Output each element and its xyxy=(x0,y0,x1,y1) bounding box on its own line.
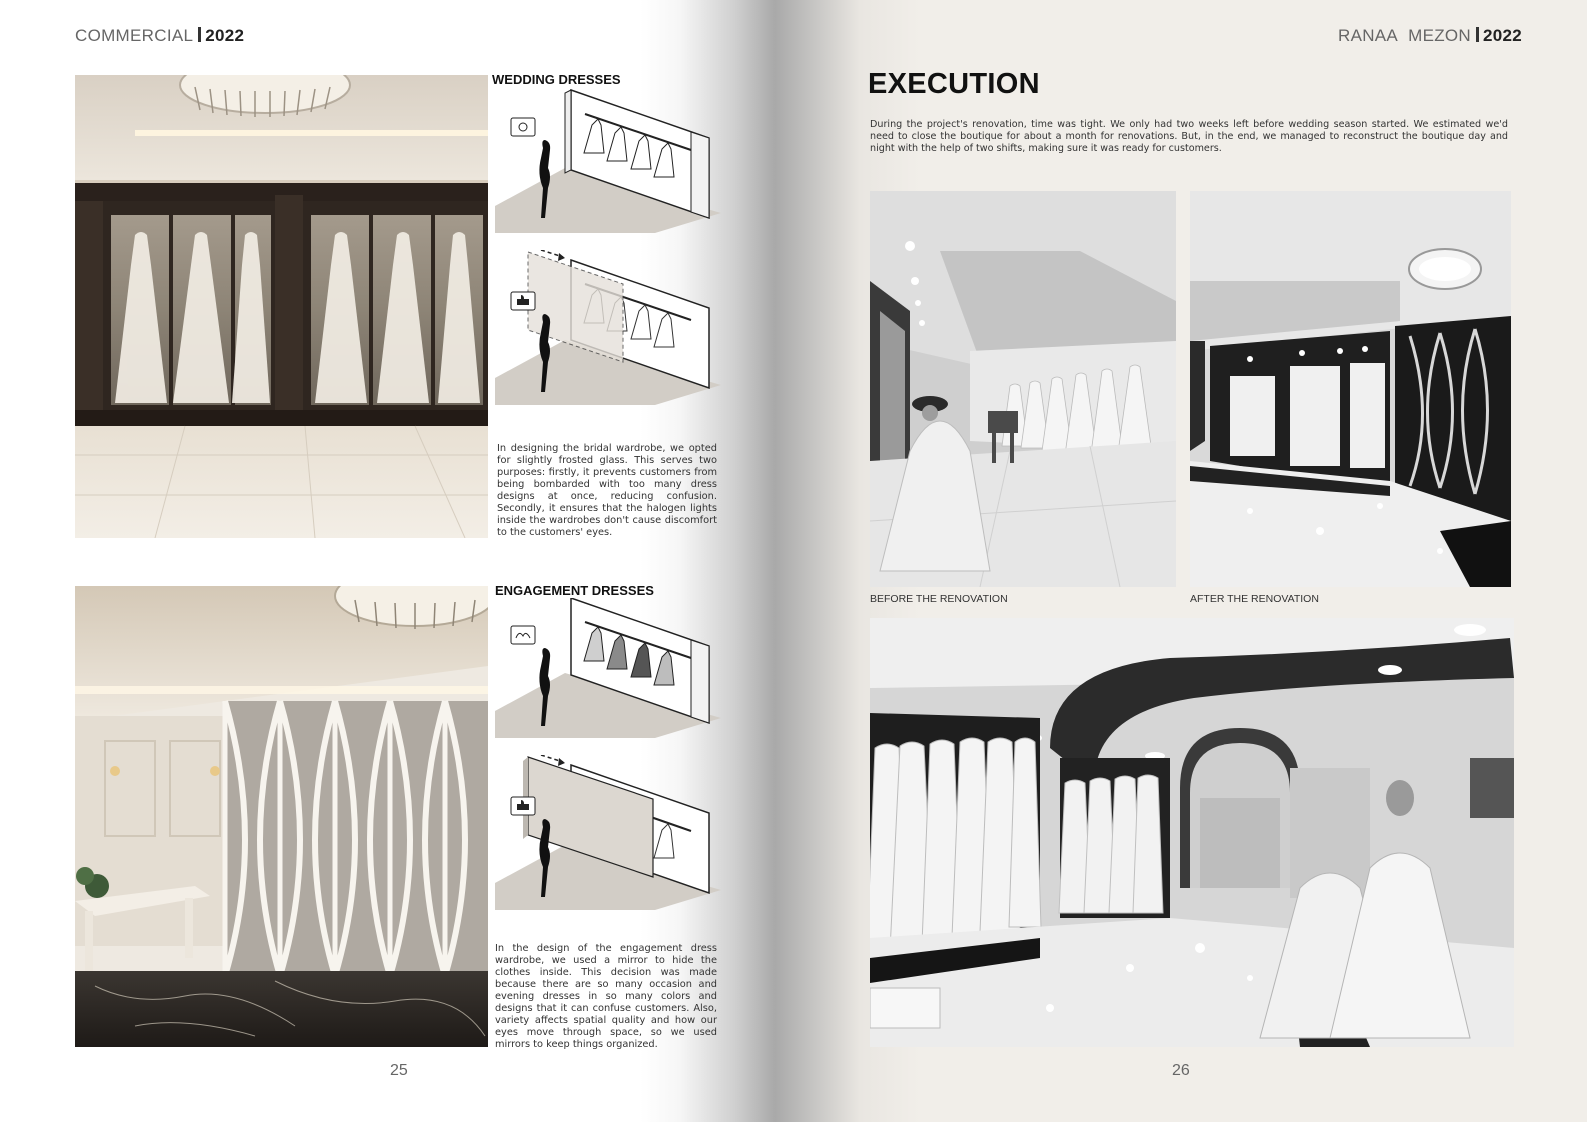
after-caption: AFTER THE RENOVATION xyxy=(1190,593,1319,605)
engagement-dresses-title: ENGAGEMENT DRESSES xyxy=(495,583,654,598)
header-year: 2022 xyxy=(205,26,245,45)
execution-description: During the project's renovation, time was tight. We only had two weeks left before wedding season started. We estimated we'd need to close the boutique for about a month for renovations. But, in the end, we managed to reconstruct the boutique day and night with the help of two shifts, making sure it was ready for customers. xyxy=(870,119,1508,154)
engagement-wardrobe-diagram-mirror xyxy=(495,755,721,910)
header-divider xyxy=(1476,27,1479,42)
renovated-interior-photo xyxy=(870,618,1514,1047)
left-running-head xyxy=(75,26,244,46)
wedding-dresses-title: WEDDING DRESSES xyxy=(492,72,621,87)
header-year: 2022 xyxy=(1483,26,1523,45)
header-category: COMMERCIAL xyxy=(75,26,194,45)
header-brand-first: RANAA xyxy=(1338,26,1399,45)
wedding-wardrobe-diagram-open xyxy=(495,88,721,233)
engagement-wardrobe-diagram-open xyxy=(495,598,721,738)
wedding-dresses-description: In designing the bridal wardrobe, we opted for slightly frosted glass. This serves two purposes: firstly, it prevents customers from being bombarded with too many dress designs at once, reducing confusion. Secondly, it ensures that the halogen lights inside the wardrobes don't cause discomfort to the customers' eyes. xyxy=(497,443,717,538)
right-page-number: 26 xyxy=(1172,1062,1190,1079)
left-page-number: 25 xyxy=(390,1062,408,1079)
before-renovation-photo xyxy=(870,191,1176,587)
left-page xyxy=(0,0,790,1122)
wedding-wardrobe-render xyxy=(75,75,488,538)
right-running-head xyxy=(1338,26,1522,46)
after-renovation-photo xyxy=(1190,191,1511,587)
engagement-wardrobe-render xyxy=(75,586,488,1047)
header-divider xyxy=(198,27,201,42)
execution-title: EXECUTION xyxy=(868,68,1040,100)
before-caption: BEFORE THE RENOVATION xyxy=(870,593,1008,605)
engagement-dresses-description: In the design of the engagement dress wardrobe, we used a mirror to hide the clothes inside. This decision was made because there are so many occasion and evening dresses in so many colors and designs that it can confuse customers. Also, variety affects spatial quality and how our eyes move through space, so we used mirrors to keep things organized. xyxy=(495,943,717,1050)
header-brand-second: MEZON xyxy=(1408,26,1472,45)
wedding-wardrobe-diagram-frosted xyxy=(495,250,721,405)
